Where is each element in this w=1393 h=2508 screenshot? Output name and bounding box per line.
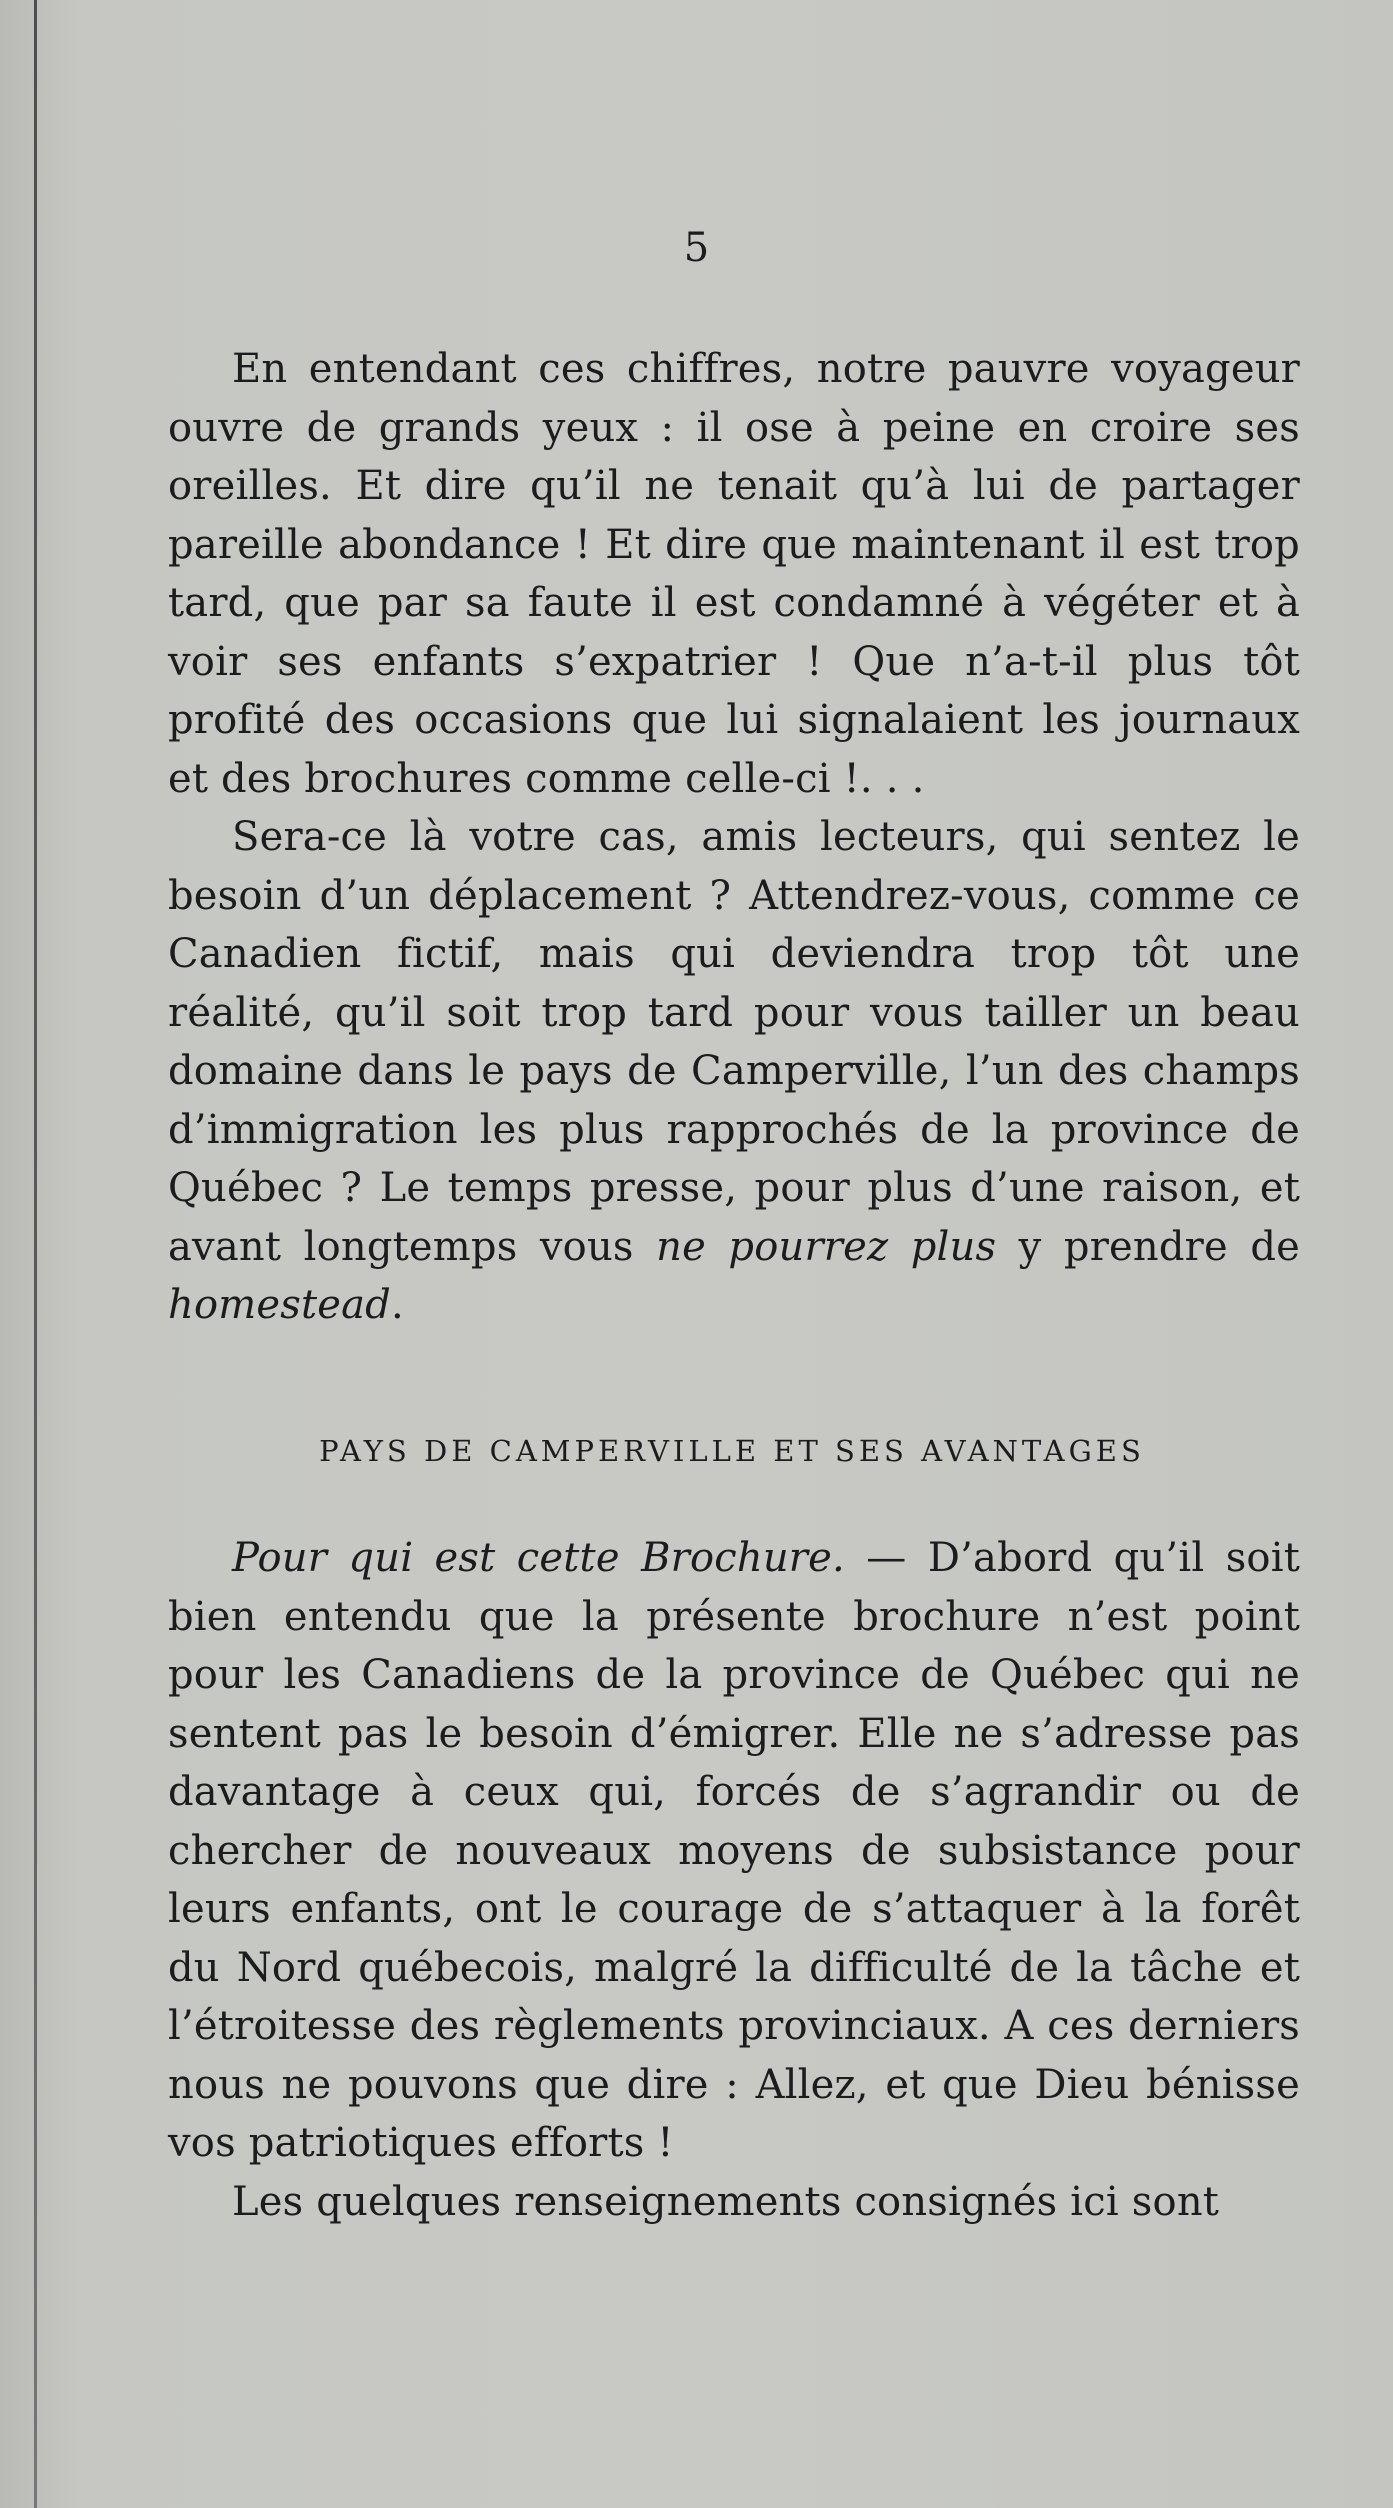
body-text-top xyxy=(168,340,1300,1335)
italic-phrase: ne pourrez plus xyxy=(656,1223,997,1270)
body-text-bottom xyxy=(168,1529,1300,2231)
italic-lead: Pour qui est cette Brochure. xyxy=(232,1535,845,1581)
paragraph-lecteurs: Sera-ce là votre cas, amis lecteurs, qui sentez le besoin d’un déplacement ? Attendrez-vous, comme ce Canadien fictif, mais qui deviendra trop tôt une réalité, qu’il soit trop tard pour vous tailler un beau domaine dans le pays de Camperville, l’un des champs d’immigration les plus rapprochés de la province de Québec ? Le temps presse, pour plus d’une raison, et avant longtemps vous ne pourrez plus y prendre de homestead. xyxy=(168,814,1300,1328)
paragraph-brochure: Pour qui est cette Brochure. — D’abord qu’il soit bien entendu que la présente brochure n’est point pour les Canadiens de la province de Québec qui ne sentent pas le besoin d’émigrer. Elle ne s’adresse pas davantage à ceux qui, forcés de s’agrandir ou de chercher de nouveaux moyens de subsistance pour leurs enfants, ont le courage de s’attaquer à la forêt du Nord québecois, malgré la difficulté de la tâche et l’étroitesse des règlements provinciaux. A ces derniers nous ne pouvons que dire : Allez, et que Dieu bénisse vos patriotiques efforts ! xyxy=(168,1535,1300,2166)
paragraph-renseignements: Les quelques renseignements consignés ici sont xyxy=(232,2178,1220,2225)
page-number: 5 xyxy=(683,225,710,271)
italic-word: homestead xyxy=(168,1282,391,1328)
paragraph-voyageur: En entendant ces chiffres, notre pauvre voyageur ouvre de grands yeux : il ose à peine en croire ses oreilles. Et dire qu’il ne tenait qu’à lui de partager pareille abondance ! Et dire que maintenant il est trop tard, que par sa faute il est condamné à végéter et à voir ses enfants s’expatrier ! Que n’a-t-il plus tôt profité des occasions que lui signalaient les journaux et des brochures comme celle-ci !. . . xyxy=(168,346,1300,802)
binding-edge-line xyxy=(34,0,37,2508)
section-heading: PAYS DE CAMPERVILLE ET SES AVANTAGES xyxy=(319,1434,1145,1468)
